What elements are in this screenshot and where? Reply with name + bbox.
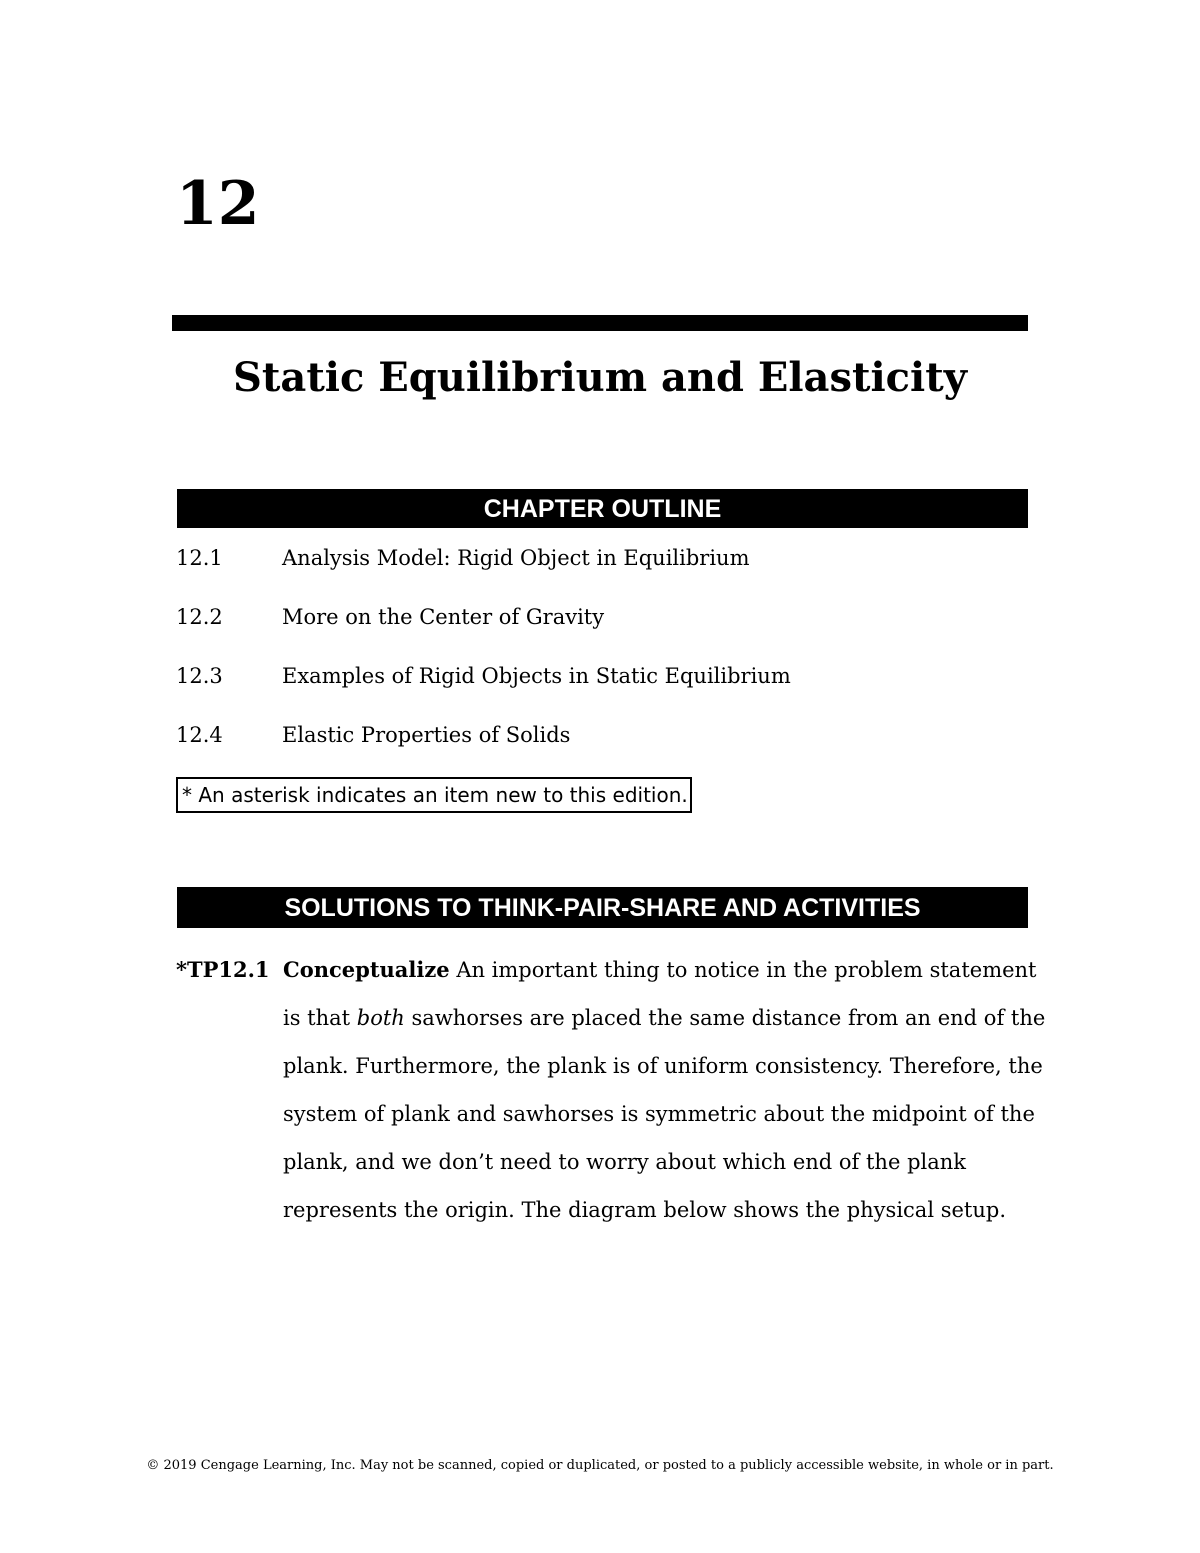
solutions-heading: SOLUTIONS TO THINK-PAIR-SHARE AND ACTIVITIES [177,887,1028,928]
outline-item [176,720,570,750]
title-rule [172,315,1028,331]
step-label: Conceptualize [283,957,450,982]
chapter-number: 12 [176,169,260,239]
outline-item-number: 12.1 [176,546,223,570]
outline-item [176,661,791,691]
emphasis: both [356,1006,405,1030]
outline-item-number: 12.3 [176,664,223,688]
outline-item-title: More on the Center of Gravity [282,605,605,629]
chapter-outline-heading: CHAPTER OUTLINE [177,489,1028,528]
outline-item-number: 12.2 [176,605,223,629]
solution-line: system of plank and sawhorses is symmetric about the midpoint of the [283,1102,1035,1126]
outline-item-title: Elastic Properties of Solids [282,723,571,747]
outline-item-number: 12.4 [176,723,223,747]
copyright-footer: © 2019 Cengage Learning, Inc. May not be scanned, copied or duplicated, or posted to a publicly accessible website, in whole or in part. [146,1458,1054,1473]
solution-line: plank. Furthermore, the plank is of uniform consistency. Therefore, the [283,1054,1043,1078]
problem-label: *TP12.1 [176,957,270,982]
solution-line: plank, and we don’t need to worry about which end of the plank [283,1150,966,1174]
outline-item-title: Analysis Model: Rigid Object in Equilibrium [282,546,750,570]
outline-item-title: Examples of Rigid Objects in Static Equilibrium [282,664,791,688]
chapter-title: Static Equilibrium and Elasticity [233,354,967,401]
solution-line: represents the origin. The diagram below shows the physical setup. [283,1198,1007,1222]
problem-solution-text [283,954,1046,1242]
outline-item [176,602,604,632]
solution-line: is that both sawhorses are placed the same distance from an end of the [283,1006,1046,1030]
outline-item [176,543,750,573]
solution-line: Conceptualize An important thing to notice in the problem statement [283,957,1037,982]
asterisk-note: * An asterisk indicates an item new to this edition. [176,777,692,813]
